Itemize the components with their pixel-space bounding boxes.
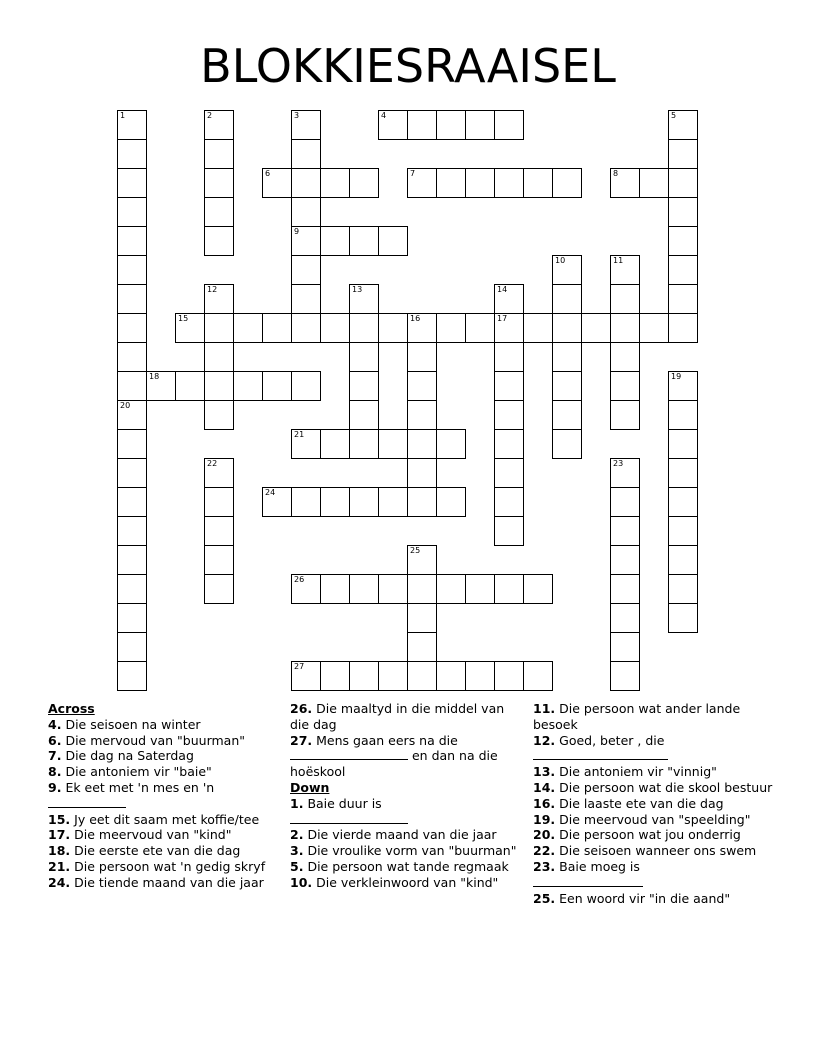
cell-number: 25	[410, 546, 421, 555]
grid-cell[interactable]	[378, 487, 408, 517]
grid-cell[interactable]	[407, 545, 437, 575]
grid-cell[interactable]	[320, 226, 350, 256]
grid-cell[interactable]	[407, 313, 437, 343]
grid-cell[interactable]	[378, 661, 408, 691]
clue-down-1: 1. Baie duur is	[290, 796, 518, 828]
grid-cell[interactable]	[117, 226, 147, 256]
grid-cell[interactable]	[465, 168, 495, 198]
grid-cell[interactable]	[668, 284, 698, 314]
clue-down-20: 20. Die persoon wat jou onderrig	[533, 827, 741, 843]
grid-cell[interactable]	[610, 284, 640, 314]
cell-number: 10	[555, 256, 566, 265]
cell-number: 20	[120, 401, 131, 410]
grid-cell[interactable]	[407, 487, 437, 517]
grid-cell[interactable]	[349, 342, 379, 372]
grid-cell[interactable]	[407, 603, 437, 633]
grid-cell[interactable]	[349, 487, 379, 517]
grid-cell[interactable]	[117, 197, 147, 227]
grid-cell[interactable]	[117, 487, 147, 517]
grid-cell[interactable]	[436, 487, 466, 517]
grid-cell[interactable]	[552, 429, 582, 459]
grid-cell[interactable]	[668, 110, 698, 140]
grid-cell[interactable]	[523, 661, 553, 691]
grid-cell[interactable]	[175, 313, 205, 343]
grid-cell[interactable]	[204, 168, 234, 198]
clues-column-1	[48, 701, 268, 891]
clue-down-25: 25. Een woord vir "in die aand"	[533, 890, 731, 906]
grid-cell[interactable]	[204, 487, 234, 517]
grid-cell[interactable]	[552, 342, 582, 372]
grid-cell[interactable]	[494, 574, 524, 604]
grid-cell[interactable]	[117, 661, 147, 691]
grid-cell[interactable]	[262, 313, 292, 343]
grid-cell[interactable]	[668, 197, 698, 227]
grid-cell[interactable]	[349, 371, 379, 401]
grid-cell[interactable]	[610, 458, 640, 488]
grid-cell[interactable]	[204, 226, 234, 256]
grid-cell[interactable]	[668, 255, 698, 285]
cell-number: 23	[613, 459, 624, 468]
cell-number: 13	[352, 285, 363, 294]
grid-cell[interactable]	[262, 487, 292, 517]
clue-down-14: 14. Die persoon wat die skool bestuur	[533, 779, 773, 795]
grid-cell[interactable]	[378, 429, 408, 459]
cell-number: 11	[613, 256, 624, 265]
grid-cell[interactable]	[291, 226, 321, 256]
grid-cell[interactable]	[233, 371, 263, 401]
grid-cell[interactable]	[291, 284, 321, 314]
grid-cell[interactable]	[465, 313, 495, 343]
grid-cell[interactable]	[407, 429, 437, 459]
grid-cell[interactable]	[204, 458, 234, 488]
grid-cell[interactable]	[610, 545, 640, 575]
grid-cell[interactable]	[378, 110, 408, 140]
grid-cell[interactable]	[117, 313, 147, 343]
clues-column-3	[533, 701, 773, 906]
grid-cell[interactable]	[349, 429, 379, 459]
clue-across-15: 15. Jy eet dit saam met koffie/tee	[48, 811, 260, 827]
grid-cell[interactable]	[320, 429, 350, 459]
grid-cell[interactable]	[610, 574, 640, 604]
grid-cell[interactable]	[552, 313, 582, 343]
cell-number: 24	[265, 488, 276, 497]
grid-cell[interactable]	[117, 255, 147, 285]
grid-cell[interactable]	[407, 400, 437, 430]
grid-cell[interactable]	[610, 400, 640, 430]
grid-cell[interactable]	[668, 487, 698, 517]
grid-cell[interactable]	[436, 313, 466, 343]
clue-across-9: 9. Ek eet met 'n mes en 'n	[48, 780, 268, 812]
grid-cell[interactable]	[262, 371, 292, 401]
grid-cell[interactable]	[349, 313, 379, 343]
grid-cell[interactable]	[378, 313, 408, 343]
grid-cell[interactable]	[204, 400, 234, 430]
grid-cell[interactable]	[610, 342, 640, 372]
grid-cell[interactable]	[494, 516, 524, 546]
cell-number: 4	[381, 111, 387, 120]
puzzle-title: BLOKKIESRAAISEL	[200, 39, 616, 93]
grid-cell[interactable]	[668, 574, 698, 604]
grid-cell[interactable]	[494, 661, 524, 691]
cell-number: 14	[497, 285, 508, 294]
grid-cell[interactable]	[494, 110, 524, 140]
grid-cell[interactable]	[204, 139, 234, 169]
grid-cell[interactable]	[291, 139, 321, 169]
grid-cell[interactable]	[407, 632, 437, 662]
clue-across-21: 21. Die persoon wat 'n gedig skryf	[48, 858, 266, 874]
grid-cell[interactable]	[291, 197, 321, 227]
cell-number: 19	[671, 372, 682, 381]
cell-number: 26	[294, 575, 305, 584]
grid-cell[interactable]	[320, 574, 350, 604]
grid-cell[interactable]	[668, 168, 698, 198]
grid-cell[interactable]	[523, 168, 553, 198]
grid-cell[interactable]	[291, 255, 321, 285]
grid-cell[interactable]	[610, 313, 640, 343]
clue-across-18: 18. Die eerste ete van die dag	[48, 843, 241, 859]
clue-across-4: 4. Die seisoen na winter	[48, 716, 201, 732]
grid-cell[interactable]	[668, 371, 698, 401]
grid-cell[interactable]	[668, 313, 698, 343]
grid-cell[interactable]	[117, 632, 147, 662]
cell-number: 16	[410, 314, 421, 323]
grid-cell[interactable]	[552, 400, 582, 430]
cell-number: 2	[207, 111, 213, 120]
clue-down-16: 16. Die laaste ete van die dag	[533, 795, 724, 811]
grid-cell[interactable]	[349, 226, 379, 256]
grid-cell[interactable]	[407, 168, 437, 198]
grid-cell[interactable]	[407, 371, 437, 401]
clue-down-23: 23. Baie moeg is	[533, 859, 773, 891]
clue-down-13: 13. Die antoniem vir "vinnig"	[533, 764, 717, 780]
grid-cell[interactable]	[204, 545, 234, 575]
cell-number: 5	[671, 111, 677, 120]
clue-down-22: 22. Die seisoen wanneer ons swem	[533, 843, 757, 859]
grid-cell[interactable]	[291, 661, 321, 691]
grid-cell[interactable]	[407, 342, 437, 372]
grid-cell[interactable]	[668, 400, 698, 430]
grid-cell[interactable]	[117, 574, 147, 604]
grid-cell[interactable]	[668, 603, 698, 633]
grid-cell[interactable]	[610, 255, 640, 285]
grid-cell[interactable]	[494, 487, 524, 517]
clue-down-11: 11. Die persoon wat ander lande besoek	[533, 701, 741, 732]
grid-cell[interactable]	[117, 371, 147, 401]
grid-cell[interactable]	[291, 487, 321, 517]
clue-across-27: 27. Mens gaan eers na die en dan na die hoëskool	[290, 732, 498, 780]
cell-number: 9	[294, 227, 300, 236]
grid-cell[interactable]	[320, 487, 350, 517]
clue-across-24: 24. Die tiende maand van die jaar	[48, 874, 264, 890]
grid-cell[interactable]	[349, 168, 379, 198]
grid-cell[interactable]	[204, 284, 234, 314]
grid-cell[interactable]	[552, 284, 582, 314]
grid-cell[interactable]	[494, 284, 524, 314]
grid-cell[interactable]	[465, 661, 495, 691]
grid-cell[interactable]	[117, 603, 147, 633]
grid-cell[interactable]	[117, 458, 147, 488]
grid-cell[interactable]	[204, 110, 234, 140]
grid-cell[interactable]	[610, 168, 640, 198]
grid-cell[interactable]	[494, 400, 524, 430]
grid-cell[interactable]	[552, 255, 582, 285]
grid-cell[interactable]	[610, 487, 640, 517]
clue-down-19: 19. Die meervoud van "speelding"	[533, 811, 751, 827]
grid-cell[interactable]	[494, 342, 524, 372]
grid-cell[interactable]	[349, 661, 379, 691]
grid-cell[interactable]	[204, 371, 234, 401]
grid-cell[interactable]	[465, 110, 495, 140]
grid-cell[interactable]	[146, 371, 176, 401]
clue-down-10: 10. Die verkleinwoord van "kind"	[290, 874, 499, 890]
cell-number: 6	[265, 169, 271, 178]
grid-cell[interactable]	[378, 574, 408, 604]
grid-cell[interactable]	[610, 371, 640, 401]
clue-across-6: 6. Die mervoud van "buurman"	[48, 732, 245, 748]
grid-cell[interactable]	[378, 226, 408, 256]
grid-cell[interactable]	[291, 574, 321, 604]
cell-number: 21	[294, 430, 305, 439]
cell-number: 12	[207, 285, 218, 294]
grid-cell[interactable]	[436, 168, 466, 198]
clue-across-17: 17. Die meervoud van "kind"	[48, 827, 232, 843]
clue-down-2: 2. Die vierde maand van die jaar	[290, 827, 497, 843]
grid-cell[interactable]	[291, 371, 321, 401]
grid-cell[interactable]	[639, 168, 669, 198]
grid-cell[interactable]	[610, 632, 640, 662]
cell-number: 3	[294, 111, 300, 120]
grid-cell[interactable]	[291, 313, 321, 343]
grid-cell[interactable]	[668, 458, 698, 488]
across-heading: Across	[48, 701, 95, 716]
grid-cell[interactable]	[204, 516, 234, 546]
grid-cell[interactable]	[668, 545, 698, 575]
grid-cell[interactable]	[117, 516, 147, 546]
grid-cell[interactable]	[291, 110, 321, 140]
grid-cell[interactable]	[320, 661, 350, 691]
grid-cell[interactable]	[610, 516, 640, 546]
grid-cell[interactable]	[552, 168, 582, 198]
grid-cell[interactable]	[552, 371, 582, 401]
grid-cell[interactable]	[349, 400, 379, 430]
cell-number: 18	[149, 372, 160, 381]
cell-number: 1	[120, 111, 126, 120]
grid-cell[interactable]	[523, 313, 553, 343]
clue-across-8: 8. Die antoniem vir "baie"	[48, 764, 212, 780]
grid-cell[interactable]	[291, 168, 321, 198]
grid-cell[interactable]	[117, 139, 147, 169]
grid-cell[interactable]	[610, 661, 640, 691]
grid-cell[interactable]	[494, 313, 524, 343]
grid-cell[interactable]	[117, 429, 147, 459]
grid-cell[interactable]	[117, 168, 147, 198]
grid-cell[interactable]	[117, 110, 147, 140]
grid-cell[interactable]	[407, 458, 437, 488]
cell-number: 7	[410, 169, 416, 178]
grid-cell[interactable]	[262, 168, 292, 198]
grid-cell[interactable]	[349, 574, 379, 604]
cell-number: 27	[294, 662, 305, 671]
cell-number: 22	[207, 459, 218, 468]
clues-column-2	[290, 701, 518, 891]
grid-cell[interactable]	[436, 661, 466, 691]
grid-cell[interactable]	[349, 284, 379, 314]
grid-cell[interactable]	[291, 429, 321, 459]
grid-cell[interactable]	[117, 545, 147, 575]
grid-cell[interactable]	[668, 516, 698, 546]
grid-cell[interactable]	[436, 574, 466, 604]
grid-cell[interactable]	[204, 342, 234, 372]
grid-cell[interactable]	[233, 313, 263, 343]
clue-down-3: 3. Die vroulike vorm van "buurman"	[290, 843, 517, 859]
grid-cell[interactable]	[175, 371, 205, 401]
grid-cell[interactable]	[610, 603, 640, 633]
grid-cell[interactable]	[639, 313, 669, 343]
grid-cell[interactable]	[523, 574, 553, 604]
grid-cell[interactable]	[407, 574, 437, 604]
cell-number: 15	[178, 314, 189, 323]
clue-across-7: 7. Die dag na Saterdag	[48, 748, 194, 764]
grid-cell[interactable]	[204, 197, 234, 227]
grid-cell[interactable]	[117, 342, 147, 372]
grid-cell[interactable]	[494, 371, 524, 401]
clue-across-26: 26. Die maaltyd in die middel van die dag	[290, 701, 505, 732]
down-heading: Down	[290, 779, 330, 795]
grid-cell[interactable]	[204, 574, 234, 604]
grid-cell[interactable]	[320, 313, 350, 343]
grid-cell[interactable]	[117, 400, 147, 430]
grid-cell[interactable]	[494, 168, 524, 198]
grid-cell[interactable]	[668, 429, 698, 459]
grid-cell[interactable]	[436, 429, 466, 459]
grid-cell[interactable]	[204, 313, 234, 343]
grid-cell[interactable]	[117, 284, 147, 314]
grid-cell[interactable]	[407, 661, 437, 691]
cell-number: 17	[497, 314, 508, 323]
clue-down-12: 12. Goed, beter , die	[533, 733, 773, 765]
grid-cell[interactable]	[407, 110, 437, 140]
grid-cell[interactable]	[465, 574, 495, 604]
grid-cell[interactable]	[320, 168, 350, 198]
grid-cell[interactable]	[668, 139, 698, 169]
clue-down-5: 5. Die persoon wat tande regmaak	[290, 858, 509, 874]
cell-number: 8	[613, 169, 619, 178]
grid-cell[interactable]	[436, 110, 466, 140]
grid-cell[interactable]	[668, 226, 698, 256]
grid-cell[interactable]	[494, 429, 524, 459]
grid-cell[interactable]	[581, 313, 611, 343]
grid-cell[interactable]	[494, 458, 524, 488]
